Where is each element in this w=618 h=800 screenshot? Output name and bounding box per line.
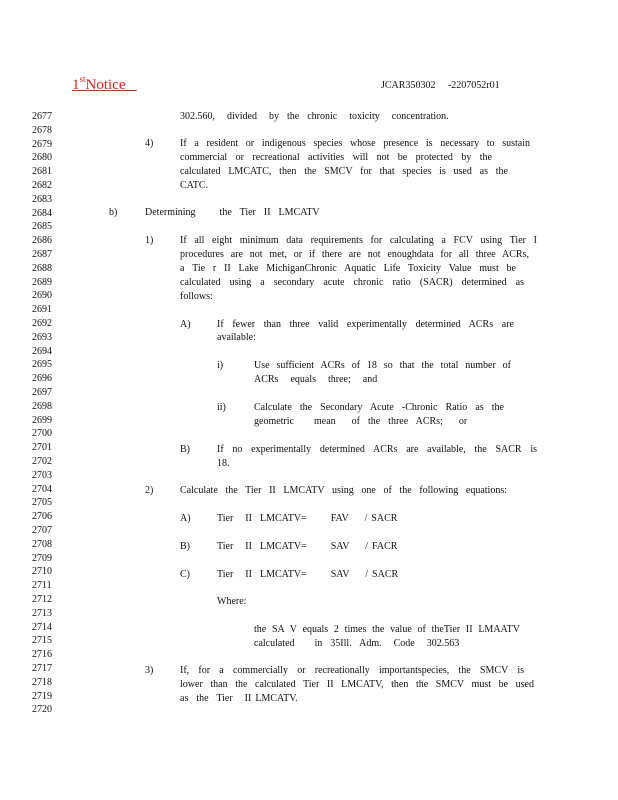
item-label: 3) — [145, 665, 154, 676]
line-number: 2711 — [32, 580, 52, 592]
text-line: calculated using a secondary acute chronic ratio (SACR) determined as — [180, 277, 524, 288]
line-number: 2706 — [32, 511, 52, 523]
equation: Tier II LMCATV= SAV / FACR — [217, 541, 398, 552]
line-number: 2691 — [32, 304, 52, 316]
text-line: follows: — [180, 291, 213, 302]
text-line: 302.560, divided by the chronic toxicity concentration. — [180, 111, 449, 122]
line-number: 2702 — [32, 456, 52, 467]
item-label: 1) — [145, 235, 154, 246]
line-number: 2687 — [32, 249, 52, 260]
where-label: Where: — [217, 596, 247, 607]
text-line: calculated LMCATC, then the SMCV for that species is used as the — [180, 166, 508, 177]
text-line: calculated in 35Ill. Adm. Code 302.563 — [254, 638, 460, 649]
line-number: 2713 — [32, 607, 52, 619]
item-label: i) — [217, 360, 224, 371]
item-label: b) — [109, 207, 118, 218]
text-line: If all eight minimum data requirements for calculating a FCV using Tier I — [180, 235, 537, 246]
line-number: 2697 — [32, 387, 52, 398]
equation: Tier II LMCATV= SAV / SACR — [217, 569, 399, 580]
text-line: procedures are not met, or if there are not enoughdata for all three ACRs, — [180, 249, 529, 260]
text-line: Calculate the Secondary Acute -Chronic Ratio as the — [254, 402, 504, 413]
text-line: the SA V equals 2 times the value of theTier II LMAATV — [254, 624, 520, 635]
line-number: 2695 — [32, 359, 52, 371]
text-line: ACRs equals three; and — [254, 374, 378, 385]
notice-number: 1 — [72, 77, 80, 93]
text-line: CATC. — [180, 180, 209, 191]
line-number: 2692 — [32, 318, 52, 329]
item-label: A) — [180, 319, 191, 330]
text-line: If fewer than three valid experimentally determined ACRs are — [217, 319, 514, 330]
text-line: If, for a commercially or recreationally importantspecies, the SMCV is — [180, 665, 524, 676]
text-line: as the Tier II LMCATV. — [180, 693, 298, 704]
line-number: 2681 — [32, 166, 52, 178]
line-number: 2686 — [32, 235, 52, 247]
item-label: A) — [180, 513, 191, 524]
line-number: 2684 — [32, 207, 52, 219]
item-label: 2) — [145, 485, 154, 496]
line-number: 2678 — [32, 124, 52, 136]
item-label: C) — [180, 569, 190, 580]
line-number: 2690 — [32, 290, 52, 302]
notice-word: Notice — [85, 77, 126, 93]
text-line: a Tie r II Lake MichiganChronic Aquatic Life Toxicity Value must be — [180, 263, 516, 274]
line-number: 2679 — [32, 138, 52, 150]
text-line: Use sufficient ACRs of 18 so that the total number of — [254, 360, 511, 371]
line-number: 2708 — [32, 538, 52, 550]
line-number: 2683 — [32, 193, 52, 205]
text-line: If no experimentally determined ACRs are available, the SACR is — [217, 444, 537, 455]
line-number: 2682 — [32, 180, 52, 191]
line-number: 2709 — [32, 552, 52, 564]
line-number: 2696 — [32, 373, 52, 385]
line-number: 2712 — [32, 594, 52, 605]
line-number: 2717 — [32, 663, 52, 674]
line-number: 2680 — [32, 152, 52, 164]
item-label: 4) — [145, 138, 154, 149]
line-number: 2710 — [32, 566, 52, 578]
text-line: lower than the calculated Tier II LMCATV, then the SMCV must be used — [180, 679, 534, 690]
line-number: 2703 — [32, 469, 52, 481]
line-number: 2698 — [32, 400, 52, 412]
text-line: available: — [217, 332, 256, 343]
text-line: geometric mean of the three ACRs; or — [254, 416, 468, 427]
document-code: JCAR350302 -2207052r01 — [381, 80, 500, 91]
line-number: 2714 — [32, 621, 52, 633]
notice-title — [72, 74, 137, 94]
item-label: B) — [180, 541, 190, 552]
line-number: 2716 — [32, 649, 52, 661]
line-number: 2677 — [32, 111, 52, 122]
line-number: 2693 — [32, 331, 52, 343]
text-line: If a resident or indigenous species whose presence is necessary to sustain — [180, 138, 530, 149]
text-line: 18. — [217, 458, 230, 469]
line-number: 2707 — [32, 525, 52, 536]
line-number: 2705 — [32, 497, 52, 509]
notice-superscript: st — [79, 74, 86, 84]
line-number: 2689 — [32, 276, 52, 288]
line-number: 2694 — [32, 345, 52, 357]
equation: Tier II LMCATV= FAV / SACR — [217, 513, 398, 524]
line-number: 2719 — [32, 690, 52, 702]
item-label: B) — [180, 444, 190, 455]
line-number: 2688 — [32, 262, 52, 274]
item-label: ii) — [217, 402, 226, 413]
line-number: 2704 — [32, 483, 52, 495]
line-number: 2718 — [32, 676, 52, 688]
text-line: commercial or recreational activities will not be protected by the — [180, 152, 492, 163]
line-number: 2720 — [32, 704, 52, 716]
section-heading: Determining the Tier II LMCATV — [145, 207, 320, 218]
text-line: Calculate the Tier II LMCATV using one of the following equations: — [180, 485, 507, 496]
line-number: 2699 — [32, 414, 52, 426]
line-number: 2685 — [32, 221, 52, 233]
line-number: 2715 — [32, 635, 52, 647]
line-number: 2701 — [32, 442, 52, 454]
line-number: 2700 — [32, 428, 52, 440]
